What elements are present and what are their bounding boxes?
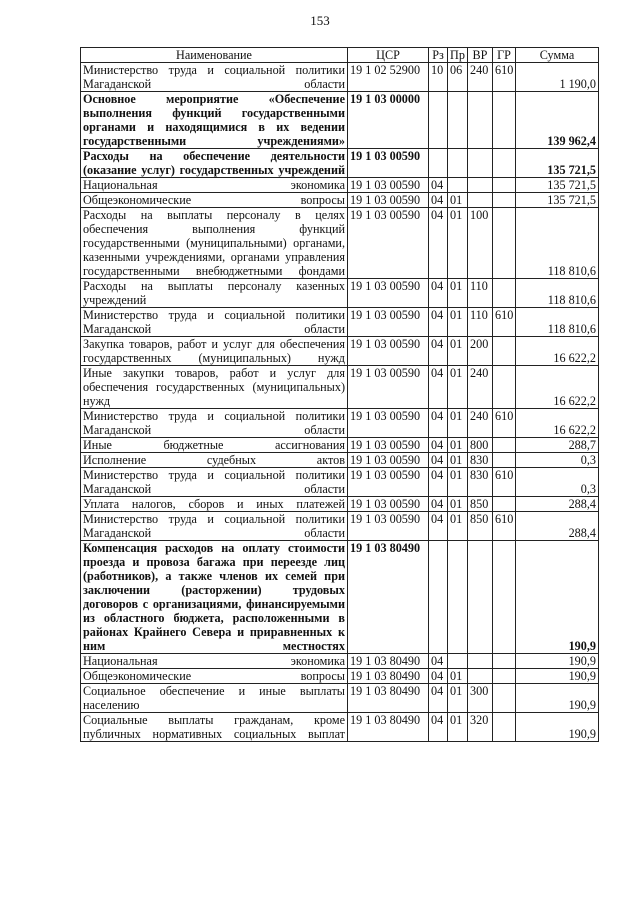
- cell-sum: 118 810,6: [516, 308, 599, 337]
- cell-vr: [468, 149, 493, 178]
- table-row: [81, 279, 599, 308]
- cell-name: Социальные выплаты гражданам, кроме публичных нормативных социальных выплат: [81, 713, 348, 742]
- table-row: [81, 497, 599, 512]
- cell-pr: 01: [448, 669, 468, 684]
- header-sum: Сумма: [516, 48, 599, 63]
- table-row: [81, 654, 599, 669]
- cell-vr: 830: [468, 453, 493, 468]
- cell-csr: 19 1 03 00590: [348, 279, 429, 308]
- cell-vr: 830: [468, 468, 493, 497]
- cell-vr: [468, 92, 493, 149]
- cell-csr: 19 1 03 00590: [348, 178, 429, 193]
- budget-table: [80, 47, 599, 742]
- cell-gr: [493, 438, 516, 453]
- cell-sum: 16 622,2: [516, 409, 599, 438]
- cell-gr: 610: [493, 468, 516, 497]
- table-row: [81, 453, 599, 468]
- cell-sum: 190,9: [516, 684, 599, 713]
- cell-rz: [429, 92, 448, 149]
- cell-gr: [493, 654, 516, 669]
- cell-sum: 190,9: [516, 654, 599, 669]
- cell-csr: 19 1 03 00590: [348, 193, 429, 208]
- cell-name: Исполнение судебных актов: [81, 453, 348, 468]
- cell-gr: [493, 279, 516, 308]
- cell-csr: 19 1 03 80490: [348, 713, 429, 742]
- cell-pr: [448, 149, 468, 178]
- cell-csr: 19 1 03 80490: [348, 541, 429, 654]
- cell-csr: 19 1 03 00590: [348, 468, 429, 497]
- cell-name: Уплата налогов, сборов и иных платежей: [81, 497, 348, 512]
- cell-pr: 01: [448, 713, 468, 742]
- cell-pr: [448, 654, 468, 669]
- cell-sum: 0,3: [516, 468, 599, 497]
- cell-name: Расходы на выплаты персоналу казенных учреждений: [81, 279, 348, 308]
- cell-pr: 01: [448, 409, 468, 438]
- table-row: [81, 684, 599, 713]
- cell-vr: 850: [468, 497, 493, 512]
- cell-csr: 19 1 03 00590: [348, 438, 429, 453]
- cell-vr: [468, 193, 493, 208]
- table-row: [81, 149, 599, 178]
- cell-gr: [493, 497, 516, 512]
- cell-csr: 19 1 03 00590: [348, 453, 429, 468]
- cell-pr: 01: [448, 497, 468, 512]
- cell-vr: 110: [468, 279, 493, 308]
- cell-vr: 320: [468, 713, 493, 742]
- cell-sum: 16 622,2: [516, 366, 599, 409]
- cell-sum: 288,7: [516, 438, 599, 453]
- cell-name: Основное мероприятие «Обеспечение выполнения функций государственными органами и находящимися в их ведении государственными учреждениями»: [81, 92, 348, 149]
- cell-name: Национальная экономика: [81, 654, 348, 669]
- cell-pr: [448, 178, 468, 193]
- cell-csr: 19 1 03 00590: [348, 337, 429, 366]
- cell-sum: 288,4: [516, 497, 599, 512]
- cell-gr: 610: [493, 308, 516, 337]
- cell-csr: 19 1 03 80490: [348, 669, 429, 684]
- cell-pr: [448, 541, 468, 654]
- cell-rz: 04: [429, 308, 448, 337]
- cell-name: Социальное обеспечение и иные выплаты населению: [81, 684, 348, 713]
- cell-gr: [493, 453, 516, 468]
- table-row: [81, 337, 599, 366]
- cell-pr: 01: [448, 438, 468, 453]
- table-row: [81, 409, 599, 438]
- cell-gr: [493, 149, 516, 178]
- cell-sum: 118 810,6: [516, 208, 599, 279]
- cell-pr: 01: [448, 279, 468, 308]
- table-row: [81, 512, 599, 541]
- cell-csr: 19 1 03 00590: [348, 149, 429, 178]
- header-rz: Рз: [429, 48, 448, 63]
- cell-rz: 04: [429, 279, 448, 308]
- cell-name: Общеэкономические вопросы: [81, 669, 348, 684]
- cell-pr: 01: [448, 684, 468, 713]
- cell-rz: 04: [429, 468, 448, 497]
- cell-pr: 01: [448, 366, 468, 409]
- cell-rz: 04: [429, 669, 448, 684]
- cell-pr: 01: [448, 512, 468, 541]
- table-row: [81, 308, 599, 337]
- cell-gr: [493, 541, 516, 654]
- header-name: Наименование: [81, 48, 348, 63]
- cell-vr: [468, 178, 493, 193]
- cell-name: Расходы на обеспечение деятельности (оказание услуг) государственных учреждений: [81, 149, 348, 178]
- cell-gr: [493, 178, 516, 193]
- cell-sum: 16 622,2: [516, 337, 599, 366]
- cell-rz: [429, 541, 448, 654]
- cell-pr: [448, 92, 468, 149]
- cell-rz: 04: [429, 713, 448, 742]
- cell-gr: 610: [493, 63, 516, 92]
- cell-name: Закупка товаров, работ и услуг для обеспечения государственных (муниципальных) нужд: [81, 337, 348, 366]
- cell-rz: 04: [429, 337, 448, 366]
- cell-rz: 04: [429, 684, 448, 713]
- cell-pr: 01: [448, 337, 468, 366]
- cell-csr: 19 1 03 00590: [348, 208, 429, 279]
- cell-gr: 610: [493, 512, 516, 541]
- cell-sum: 135 721,5: [516, 193, 599, 208]
- cell-gr: [493, 713, 516, 742]
- cell-vr: [468, 541, 493, 654]
- cell-gr: [493, 208, 516, 279]
- cell-csr: 19 1 02 52900: [348, 63, 429, 92]
- cell-pr: 01: [448, 208, 468, 279]
- table-row: [81, 193, 599, 208]
- cell-sum: 0,3: [516, 453, 599, 468]
- cell-name: Министерство труда и социальной политики Магаданской области: [81, 512, 348, 541]
- cell-name: Расходы на выплаты персоналу в целях обеспечения выполнения функций государственными (муниципальными) органами, казенными учреждениями, органами управления государственными внебюджетными фондами: [81, 208, 348, 279]
- cell-gr: [493, 92, 516, 149]
- cell-vr: 240: [468, 409, 493, 438]
- cell-pr: 01: [448, 308, 468, 337]
- cell-rz: 04: [429, 654, 448, 669]
- cell-gr: 610: [493, 409, 516, 438]
- cell-name: Министерство труда и социальной политики Магаданской области: [81, 468, 348, 497]
- table-header-row: [81, 48, 599, 63]
- table-row: [81, 438, 599, 453]
- cell-rz: 04: [429, 208, 448, 279]
- cell-pr: 01: [448, 193, 468, 208]
- cell-csr: 19 1 03 00590: [348, 409, 429, 438]
- cell-sum: 118 810,6: [516, 279, 599, 308]
- cell-name: Министерство труда и социальной политики Магаданской области: [81, 409, 348, 438]
- cell-vr: 200: [468, 337, 493, 366]
- cell-name: Министерство труда и социальной политики Магаданской области: [81, 308, 348, 337]
- cell-rz: 04: [429, 409, 448, 438]
- cell-sum: 139 962,4: [516, 92, 599, 149]
- cell-vr: 110: [468, 308, 493, 337]
- cell-name: Иные бюджетные ассигнования: [81, 438, 348, 453]
- cell-pr: 06: [448, 63, 468, 92]
- cell-vr: 300: [468, 684, 493, 713]
- cell-rz: [429, 149, 448, 178]
- cell-vr: 800: [468, 438, 493, 453]
- table-row: [81, 541, 599, 654]
- page-number: 153: [310, 13, 330, 28]
- cell-sum: 1 190,0: [516, 63, 599, 92]
- cell-pr: 01: [448, 468, 468, 497]
- table-row: [81, 468, 599, 497]
- table-row: [81, 178, 599, 193]
- cell-name: Иные закупки товаров, работ и услуг для обеспечения государственных (муниципальных) нужд: [81, 366, 348, 409]
- cell-rz: 04: [429, 438, 448, 453]
- cell-vr: 850: [468, 512, 493, 541]
- cell-gr: [493, 366, 516, 409]
- cell-sum: 190,9: [516, 713, 599, 742]
- header-pr: Пр: [448, 48, 468, 63]
- cell-csr: 19 1 03 00590: [348, 497, 429, 512]
- cell-csr: 19 1 03 00590: [348, 366, 429, 409]
- cell-vr: [468, 654, 493, 669]
- cell-vr: 100: [468, 208, 493, 279]
- table-row: [81, 713, 599, 742]
- cell-name: Общеэкономические вопросы: [81, 193, 348, 208]
- cell-csr: 19 1 03 80490: [348, 654, 429, 669]
- cell-sum: 135 721,5: [516, 178, 599, 193]
- cell-rz: 04: [429, 453, 448, 468]
- cell-rz: 04: [429, 193, 448, 208]
- cell-vr: 240: [468, 366, 493, 409]
- cell-csr: 19 1 03 00590: [348, 512, 429, 541]
- table-row: [81, 366, 599, 409]
- cell-rz: 04: [429, 497, 448, 512]
- cell-sum: 190,9: [516, 669, 599, 684]
- cell-sum: 190,9: [516, 541, 599, 654]
- cell-rz: 10: [429, 63, 448, 92]
- cell-name: Национальная экономика: [81, 178, 348, 193]
- cell-csr: 19 1 03 00000: [348, 92, 429, 149]
- table-row: [81, 208, 599, 279]
- cell-gr: [493, 337, 516, 366]
- cell-csr: 19 1 03 00590: [348, 308, 429, 337]
- cell-name: Компенсация расходов на оплату стоимости проезда и провоза багажа при переезде лиц (работников), а также членов их семей при заключении (расторжении) трудовых договоров с организациями, финансируемыми из областного бюджета, расположенными в районах Крайнего Севера и приравненных к ним местностях: [81, 541, 348, 654]
- cell-vr: 240: [468, 63, 493, 92]
- cell-sum: 288,4: [516, 512, 599, 541]
- cell-rz: 04: [429, 178, 448, 193]
- table-row: [81, 669, 599, 684]
- cell-pr: 01: [448, 453, 468, 468]
- table-row: [81, 63, 599, 92]
- cell-sum: 135 721,5: [516, 149, 599, 178]
- header-gr: ГР: [493, 48, 516, 63]
- header-vr: ВР: [468, 48, 493, 63]
- cell-csr: 19 1 03 80490: [348, 684, 429, 713]
- header-csr: ЦСР: [348, 48, 429, 63]
- cell-gr: [493, 193, 516, 208]
- cell-gr: [493, 684, 516, 713]
- cell-vr: [468, 669, 493, 684]
- cell-rz: 04: [429, 366, 448, 409]
- table-row: [81, 92, 599, 149]
- cell-name: Министерство труда и социальной политики Магаданской области: [81, 63, 348, 92]
- cell-gr: [493, 669, 516, 684]
- cell-rz: 04: [429, 512, 448, 541]
